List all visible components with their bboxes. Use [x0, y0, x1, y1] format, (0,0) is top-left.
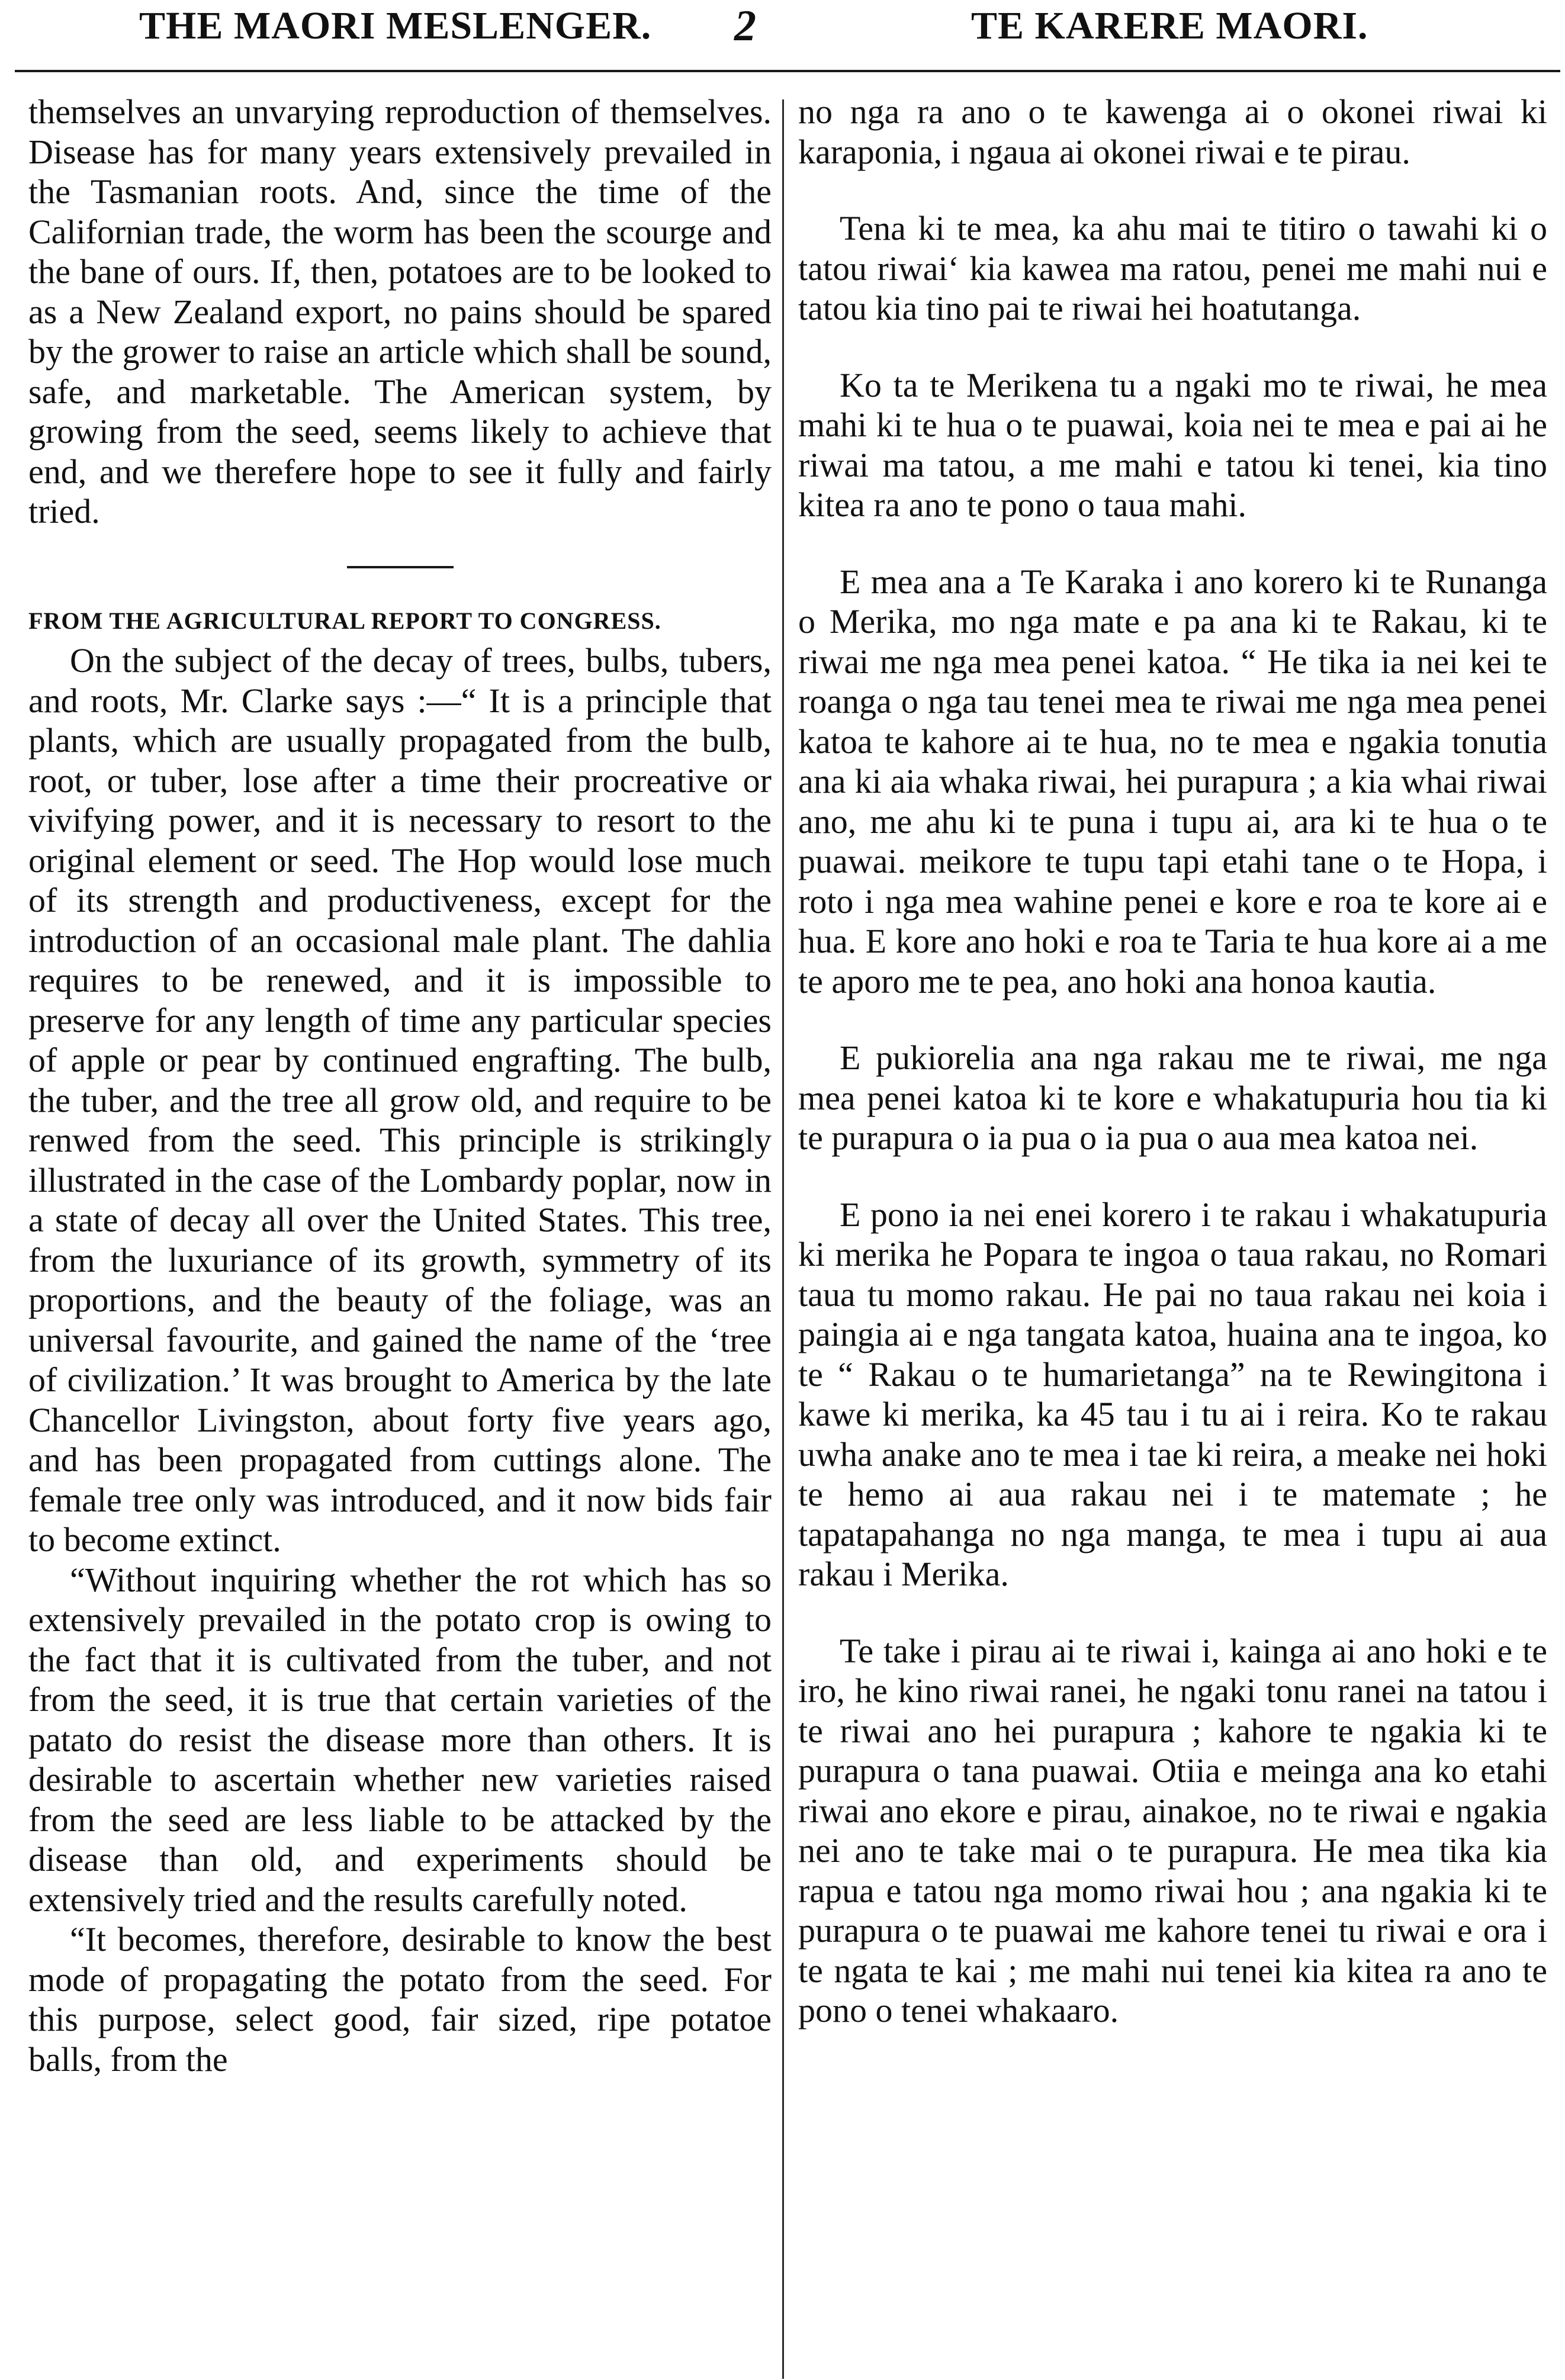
section-heading: FROM THE AGRICULTURAL REPORT TO CONGRESS.: [28, 607, 661, 634]
section-separator-rule: [347, 566, 454, 568]
page-number: 2: [734, 2, 756, 50]
article-paragraph: E mea ana a Te Karaka i ano korero ki te Runanga o Merika, mo nga mate e pa ana ki te Rakau, ki te riwai me nga mea penei katoa. “ He tika ia nei kei te roanga o nga tau tenei mea te riwai me nga mea penei katoa te kahore ai te hua, no te mea e ngakia tonutia ana ki aia whaka riwai, hei purapura ; a kia whai riwai ano, me ahu ki te puna i tupu ai, ara ki te hua o te puawai. meikore te tupu tapi etahi tane o te Hopa, i roto i nga mea wahine penei e kore e roa te kore ai e hua. E kore ano hoki e roa te Taria te hua kore ai a me te aporo me te pea, ano hoki ana honoa kautia.: [798, 562, 1547, 1001]
header-english-title: THE MAORI MESLENGER.: [139, 4, 652, 47]
article-paragraph: “It becomes, therefore, desirable to know the best mode of propagating the potato from the seed. For this purpose, select good, fair sized, ripe potatoe balls, from the: [28, 1920, 772, 2079]
intro-paragraph: themselves an unvarying reproduction of themselves. Disease has for many years extensively prevailed in the Tasmanian roots. And, since the time of the Californian trade, the worm has been the scourge and the bane of ours. If, then, potatoes are to be looked to as a New Zealand export, no pains should be spared by the grower to raise an article which shall be sound, safe, and marketable. The American system, by growing from the seed, seems likely to achieve that end, and we therefere hope to see it fully and fairly tried.: [28, 92, 772, 530]
article-paragraph: Te take i pirau ai te riwai i, kainga ai ano hoki e te iro, he kino riwai ranei, he ngaki tonu ranei na tatou i te riwai ano hei purapura ; kahore te ngakia ki te purapura o tana puawai. Otiia e meinga ana ko etahi riwai ano ekore e pirau, ainakoe, no te riwai e ngakia nei ano te take mai o te purapura. He mea tika kia rapua e tatou nga momo riwai hou ; ana ngakia ki te purapura o te puawai me kahore tenei tu riwai e ora i te ngata te kai ; me mahi nui tenei kia kitea ra ano te pono o tenei whakaaro.: [798, 1631, 1547, 2030]
header-rule: [15, 70, 1560, 72]
article-paragraph: Tena ki te mea, ka ahu mai te titiro o tawahi ki o tatou riwai‘ kia kawea ma ratou, penei me mahi nui e tatou kia tino pai te riwai hei hoatutanga.: [798, 209, 1547, 327]
article-paragraph: E pukiorelia ana nga rakau me te riwai, me nga mea penei katoa ki te kore e whakatupuria hou tia ki te purapura o ia pua o ia pua o aua mea katoa nei.: [798, 1038, 1547, 1157]
article-paragraph: E pono ia nei enei korero i te rakau i whakatupuria ki merika he Popara te ingoa o taua rakau, no Romari taua tu momo rakau. He pai no taua rakau nei koia i paingia ai e nga tangata katoa, huaina ana te ingoa, ko te “ Rakau o te humarietanga” na te Rewingitona i kawe ki merika, ka 45 tau i tu ai i reira. Ko te rakau uwha anake ano te mea i tae ki reira, a meake nei hoki te hemo ai aua rakau nei i te matemate ; he tapatapahanga no nga manga, te mea i tupu ai aua rakau i Merika.: [798, 1195, 1547, 1593]
header-maori-title: TE KARERE MAORI.: [971, 4, 1368, 47]
column-divider: [782, 99, 784, 2379]
article-paragraph: On the subject of the decay of trees, bulbs, tubers, and roots, Mr. Clarke says :—“ It is a principle that plants, which are usually propagated from the bulb, root, or tuber, lose after a time their procreative or vivifying power, and it is necessary to resort to the original element or seed. The Hop would lose much of its strength and productiveness, except for the introduction of an occasional male plant. The dahlia requires to be renewed, and it is impossible to preserve for any length of time any particular species of apple or pear by continued engrafting. The bulb, the tuber, and the tree all grow old, and require to be renwed from the seed. This principle is strikingly illustrated in the case of the Lombardy poplar, now in a state of decay all over the United States. This tree, from the luxuriance of its growth, symmetry of its proportions, and the beauty of the foliage, was an universal favourite, and gained the name of the ‘tree of civilization.’ It was brought to America by the late Chancellor Livingston, about forty five years ago, and has been propagated from cuttings alone. The female tree only was introduced, and it now bids fair to become extinct.: [28, 641, 772, 1559]
page-header: [0, 0, 1565, 71]
article-paragraph: no nga ra ano o te kawenga ai o okonei riwai ki karaponia, i ngaua ai okonei riwai e te pirau.: [798, 92, 1547, 171]
maori-column: [798, 92, 1547, 2067]
article-paragraph: “Without inquiring whether the rot which has so extensively prevailed in the potato crop is owing to the fact that it is cultivated from the tuber, and not from the seed, it is true that certain varieties of the patato do resist the disease more than others. It is desirable to ascertain whether new varieties raised from the seed are less liable to be attacked by the disease than old, and experiments should be extensively tried and the results carefully noted.: [28, 1560, 772, 1919]
article-paragraph: Ko ta te Merikena tu a ngaki mo te riwai, he mea mahi ki te hua o te puawai, koia nei te mea e pai ai he riwai ma tatou, a me mahi e tatou ki tenei, kia tino kitea ra ano te pono o taua mahi.: [798, 365, 1547, 524]
english-column: [28, 92, 772, 2079]
